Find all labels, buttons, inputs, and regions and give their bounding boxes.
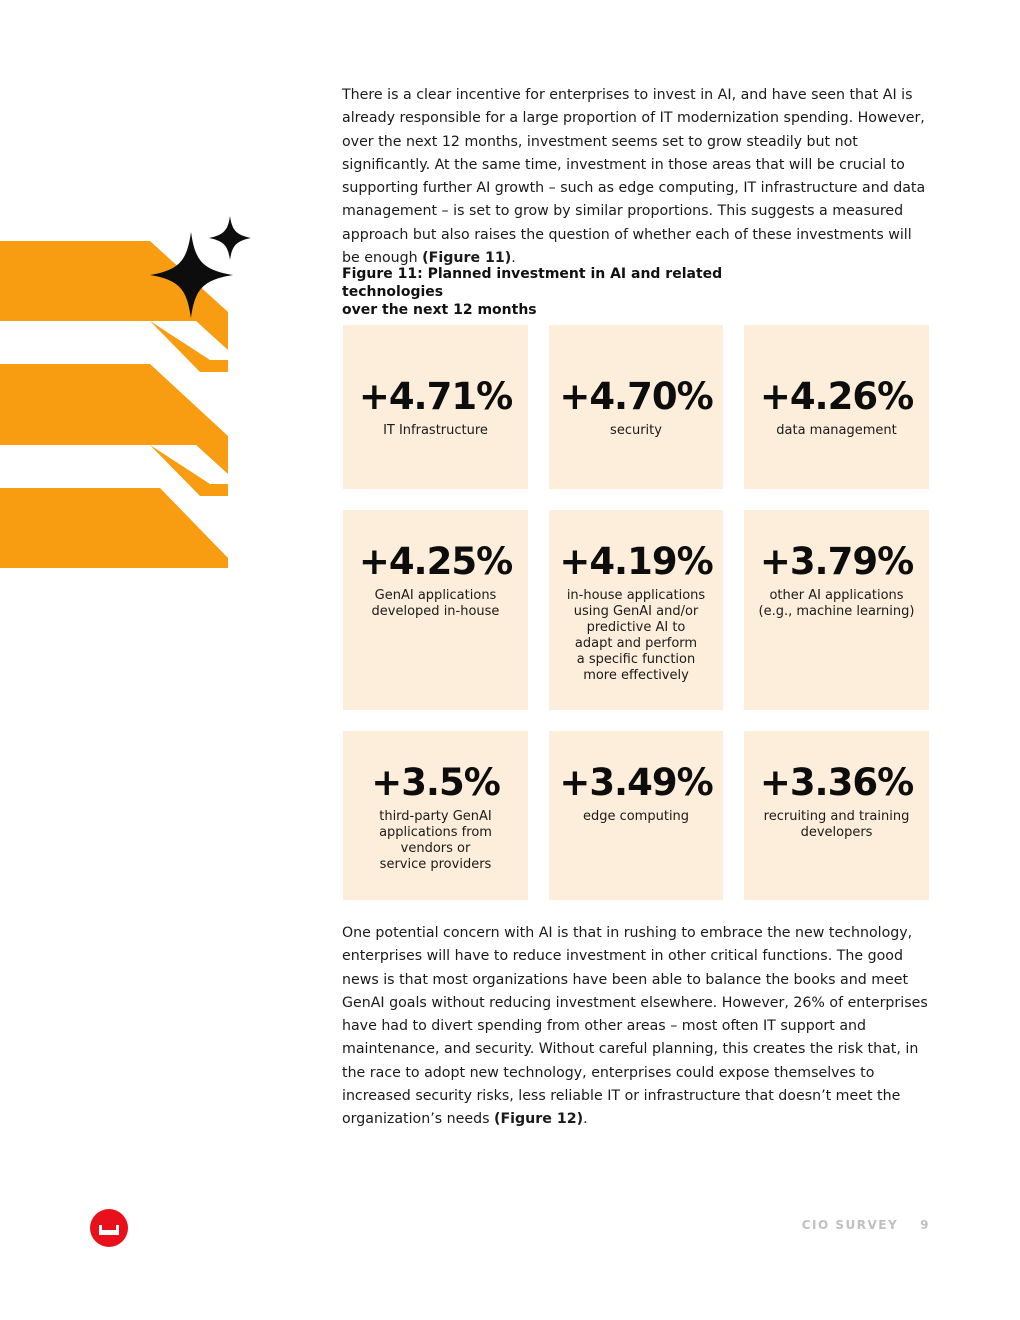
figure-title: Figure 11: Planned investment in AI and related technologies over the next 12 months xyxy=(342,266,723,318)
stat-card-edge-computing xyxy=(549,731,723,900)
footer-section-title: CIO SURVEY xyxy=(801,1218,899,1232)
page-footer xyxy=(780,1218,930,1232)
stat-card-recruiting-training xyxy=(744,731,929,900)
figure-11-reference: (Figure 11) xyxy=(422,250,512,267)
stat-card-third-party-genai xyxy=(343,731,528,900)
stat-card-security xyxy=(549,325,723,489)
stat-value: +3.79% xyxy=(759,540,914,583)
stat-value: +4.26% xyxy=(759,375,914,418)
stat-value: +3.49% xyxy=(559,761,713,804)
stat-label: recruiting and training developers xyxy=(763,809,910,840)
stat-value: +3.36% xyxy=(759,761,914,804)
stat-label: data management xyxy=(776,423,897,438)
stat-label: other AI applications (e.g., machine learning) xyxy=(758,588,915,619)
decorative-stripes-graphic xyxy=(0,210,260,580)
stat-value: +4.25% xyxy=(358,540,513,583)
stat-value: +4.71% xyxy=(358,375,513,418)
stat-value: +4.70% xyxy=(559,375,713,418)
stat-card-other-ai-applications xyxy=(744,510,929,710)
stat-card-in-house-applications xyxy=(549,510,723,710)
stat-label: third-party GenAI applications from vendors or service providers xyxy=(379,809,492,872)
stat-label: in-house applications using GenAI and/or predictive AI to adapt and perform a specific function more effectively xyxy=(566,588,706,683)
stat-card-data-management xyxy=(744,325,929,489)
stat-label: edge computing xyxy=(582,809,690,824)
stat-value: +3.5% xyxy=(371,761,500,804)
stat-label: security xyxy=(610,423,662,438)
stat-card-it-infrastructure xyxy=(343,325,528,489)
sparkle-small-icon xyxy=(209,216,251,260)
stat-value: +4.19% xyxy=(559,540,713,583)
couchbase-logo-icon xyxy=(89,1208,129,1248)
stat-label: GenAI applications developed in-house xyxy=(371,588,500,619)
figure-12-reference: (Figure 12) xyxy=(493,1111,584,1128)
intro-paragraph: There is a clear incentive for enterprises to invest in AI, and have seen that AI is already responsible for a large proportion of IT modernization spending. However, over the next 12 months, investment seems set to grow steadily but not significantly. At the same time, investment in those areas that will be crucial to supporting further AI growth – such as edge computing, IT infrastructure and data management – is set to grow by similar proportions. This suggests a measured approach but also raises the question of whether each of these investments will be enough (Figure 11). xyxy=(342,87,926,267)
stat-card-genai-in-house xyxy=(343,510,528,710)
page-number: 9 xyxy=(920,1218,930,1232)
concern-paragraph: One potential concern with AI is that in rushing to embrace the new technology, enterprises will have to reduce investment in other critical functions. The good news is that most organizations have been able to balance the books and meet GenAI goals without reducing investment elsewhere. However, 26% of enterprises have had to divert spending from other areas – most often IT support and maintenance, and security. Without careful planning, this creates the risk that, in the race to adopt new technology, enterprises could expose themselves to increased security risks, less reliable IT or infrastructure that doesn’t meet the organization’s needs (Figure 12). xyxy=(342,925,928,1128)
stat-label: IT Infrastructure xyxy=(383,423,488,438)
